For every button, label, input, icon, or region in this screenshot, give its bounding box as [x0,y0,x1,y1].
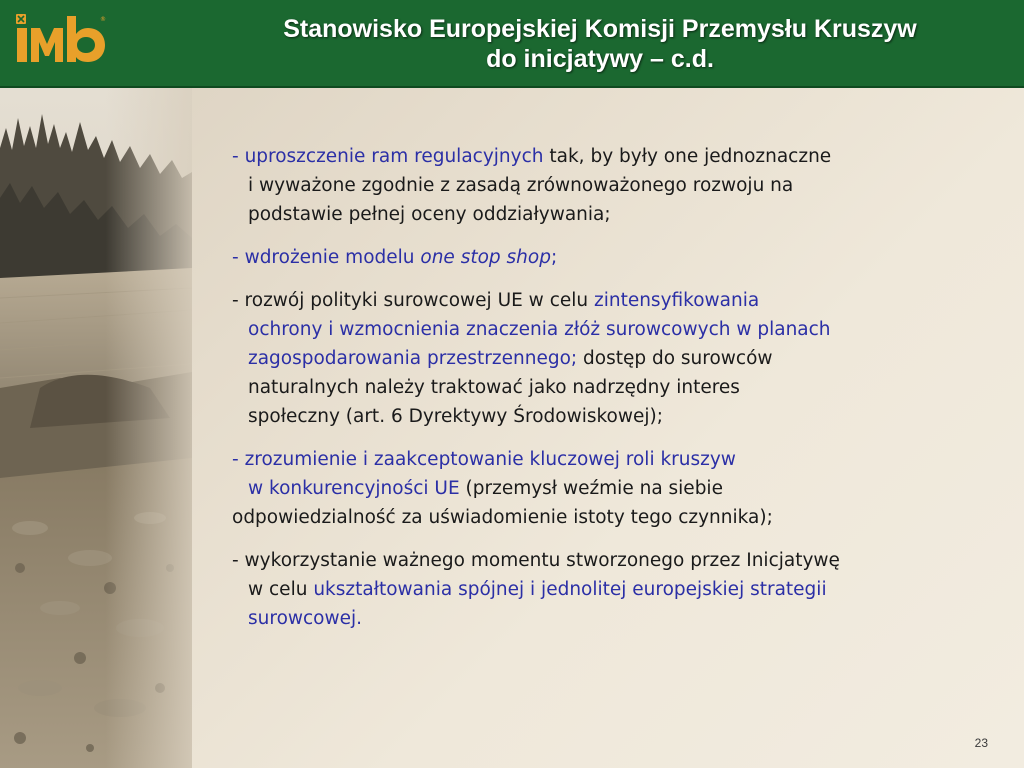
bullet-line [232,142,972,171]
highlighted-text: - [232,449,245,470]
highlighted-text: uproszczenie ram regulacyjnych [244,146,544,167]
quarry-photo [0,88,192,768]
body-text: naturalnych należy traktować jako nadrzędny interes [248,377,740,398]
bullet-line [232,604,972,633]
highlighted-text: zintensyfikowania [594,290,760,311]
bullet-line [232,243,972,272]
bullet-line [232,171,972,200]
bullet-line [232,200,972,229]
bullet-item [232,142,972,229]
body-text: społeczny (art. 6 Dyrektywy Środowiskowej); [248,406,663,427]
bullet-item [232,546,972,633]
body-text: w celu [248,579,314,600]
body-text: - rozwój polityki surowcowej UE w celu [232,290,594,311]
highlighted-text: surowcowej. [248,608,363,629]
highlighted-text: ukształtowania spójnej i jednolitej europejskiej strategii [313,579,827,600]
bullet-line [232,546,972,575]
slide-title [190,14,1010,74]
title-bar [0,0,1024,88]
highlighted-text: ; [550,247,558,268]
body-text: odpowiedzialność za uświadomienie istoty tego czynnika); [232,507,773,528]
body-text: (przemysł weźmie na siebie [459,478,723,499]
body-text: podstawie pełnej oceny oddziaływania; [248,204,611,225]
bullet-line [232,344,972,373]
highlighted-text: wdrożenie modelu [244,247,421,268]
imb-logo [16,14,108,66]
body-text: - wykorzystanie ważnego momentu stworzonego przez Inicjatywę [232,550,840,571]
highlighted-text: zrozumienie i zaakceptowanie kluczowej roli kruszyw [244,449,736,470]
bullet-item [232,445,972,532]
highlighted-text: w konkurencyjności UE [248,478,460,499]
highlighted-text: - [232,247,245,268]
bullet-line [232,315,972,344]
bullet-line [232,474,972,503]
bullet-line [232,445,972,474]
body-text: tak, by były one jednoznaczne [543,146,832,167]
slide-body [232,142,972,647]
svg-text:®: ® [100,16,106,23]
slide-title-line-1: Stanowisko Europejskiej Komisji Przemysłu Kruszyw [283,15,917,43]
page-number: 23 [974,736,988,750]
highlighted-text: ochrony i wzmocnienia znaczenia złóż surowcowych w planach [248,319,831,340]
highlighted-text: - [232,146,245,167]
body-text: i wyważone zgodnie z zasadą zrównoważonego rozwoju na [248,175,794,196]
body-text: dostęp do surowców [577,348,773,369]
bullet-line [232,402,972,431]
highlighted-text: zagospodarowania przestrzennego; [248,348,578,369]
bullet-item [232,286,972,431]
bullet-line [232,503,972,532]
bullet-line [232,286,972,315]
highlighted-text: one stop shop [420,247,551,268]
slide-title-line-2: do inicjatywy – c.d. [486,45,714,73]
bullet-item [232,243,972,272]
bullet-line [232,575,972,604]
bullet-line [232,373,972,402]
